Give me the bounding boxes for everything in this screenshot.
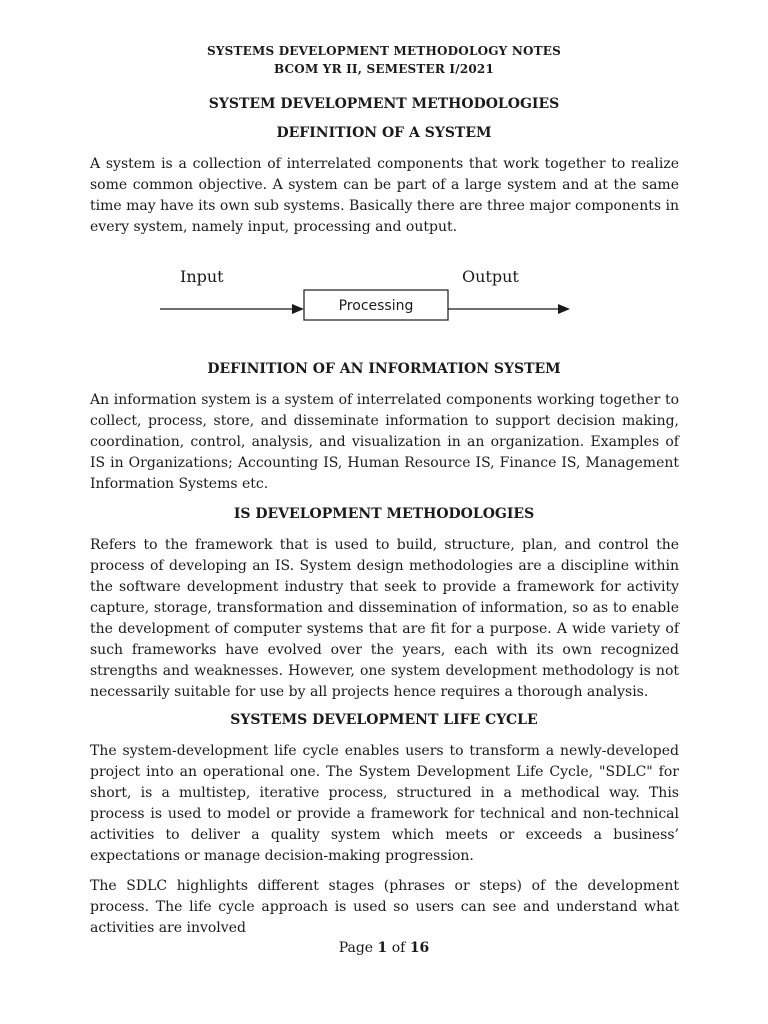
diagram-output-label: Output — [462, 267, 519, 286]
paragraph-is-methodologies: Refers to the framework that is used to build, structure, plan, and control the process of developing an IS. System design methodologies are a discipline within the software development industry that seek to provide a framework for activity capture, storage, transformation and dissemination of information, so as to enable the development of computer systems that are fit for a purpose. A wide variety of such frameworks have evolved over the years, each with its own recognized strengths and weaknesses. However, one system development methodology is not necessarily suitable for use by all projects hence requires a thorough analysis. — [90, 537, 679, 700]
output-arrow-head — [558, 304, 570, 314]
header-title: SYSTEMS DEVELOPMENT METHODOLOGY NOTES — [207, 44, 561, 58]
paragraph-system-definition: A system is a collection of interrelated components that work together to realize some common objective. A system can be part of a large system and at the same time may have its own sub systems. Basically there are three major components in every system, namely input, processing and output. — [90, 156, 679, 235]
page-label: Page — [338, 940, 374, 956]
total-pages: 16 — [409, 940, 430, 956]
paragraph-information-system: An information system is a system of interrelated components working together to collect, process, store, and disseminate information to support decision making, coordination, control, analysis, and visualization in an organization. Examples of IS in Organizations; Accounting IS, Human Resource IS, Finance IS, Management Information Systems etc. — [90, 392, 679, 492]
section-heading-information-system: DEFINITION OF AN INFORMATION SYSTEM — [207, 361, 561, 377]
input-arrow-head — [292, 304, 304, 314]
paragraph-sdlc-1: The system-development life cycle enables users to transform a newly-developed project into an operational one. The System Development Life Cycle, "SDLC" for short, is a multistep, iterative process, structured in a methodical way. This process is used to model or provide a framework for technical and non-technical activities to deliver a quality system which meets or exceeds a business’ expectations or manage decision-making progression. — [90, 743, 679, 864]
section-heading-system: DEFINITION OF A SYSTEM — [276, 125, 492, 141]
input-process-output-diagram — [150, 258, 590, 328]
diagram-input-label: Input — [180, 267, 224, 286]
section-heading-sdlc: SYSTEMS DEVELOPMENT LIFE CYCLE — [230, 712, 538, 728]
diagram-processing-label: Processing — [338, 298, 414, 314]
header-subtitle: BCOM YR II, SEMESTER I/2021 — [273, 62, 495, 76]
paragraph-sdlc-2: The SDLC highlights different stages (phrases or steps) of the development process. The life cycle approach is used so users can see and understand what activities are involved — [90, 878, 679, 936]
page-of-label: of — [391, 940, 406, 956]
page-number — [0, 940, 768, 956]
current-page: 1 — [377, 940, 388, 956]
section-heading-is-methodologies: IS DEVELOPMENT METHODOLOGIES — [233, 506, 535, 522]
main-title: SYSTEM DEVELOPMENT METHODOLOGIES — [208, 96, 560, 112]
